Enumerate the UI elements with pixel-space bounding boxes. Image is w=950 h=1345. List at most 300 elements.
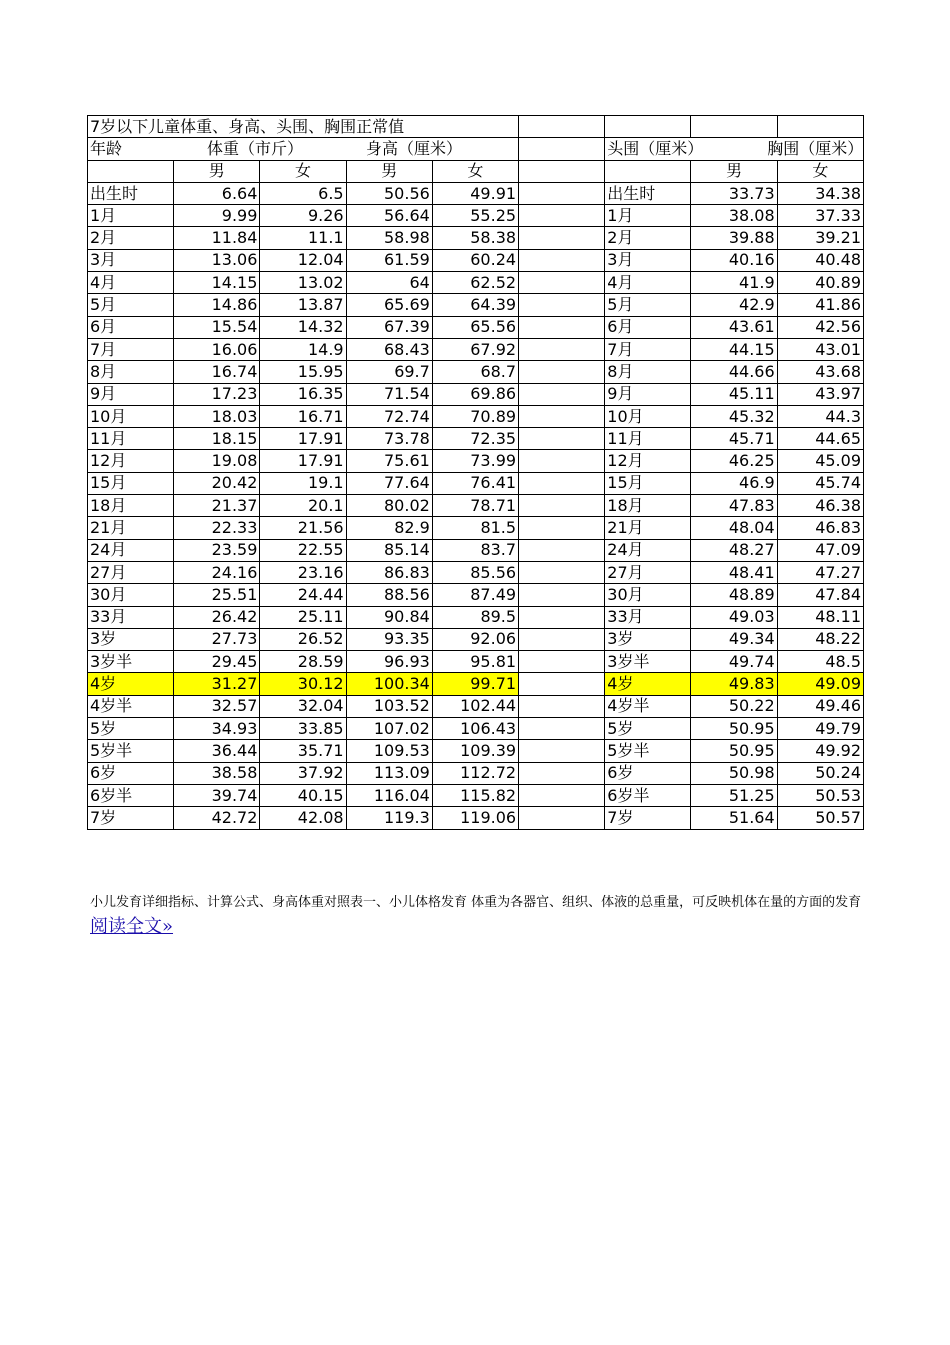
weight-male-cell: 9.99 bbox=[174, 205, 260, 227]
age-cell: 6月 bbox=[88, 316, 174, 338]
head-age-cell: 15月 bbox=[605, 472, 691, 494]
table-row bbox=[88, 450, 864, 472]
weight-male-cell: 27.73 bbox=[174, 628, 260, 650]
age-cell: 6岁 bbox=[88, 762, 174, 784]
height-female-cell: 60.24 bbox=[432, 249, 518, 271]
age-cell: 3岁 bbox=[88, 628, 174, 650]
weight-male-cell: 16.74 bbox=[174, 361, 260, 383]
height-male-cell: 69.7 bbox=[346, 361, 432, 383]
chest-header: 胸围（厘米） bbox=[767, 139, 864, 159]
chest-circumference-cell: 49.79 bbox=[777, 718, 863, 740]
chest-circumference-cell: 49.92 bbox=[777, 740, 863, 762]
chest-circumference-cell: 50.57 bbox=[777, 807, 863, 829]
chest-circumference-cell: 45.09 bbox=[777, 450, 863, 472]
chest-circumference-cell: 45.74 bbox=[777, 472, 863, 494]
weight-female-cell: 42.08 bbox=[260, 807, 346, 829]
height-female-cell: 106.43 bbox=[432, 718, 518, 740]
head-age-cell: 5岁半 bbox=[605, 740, 691, 762]
head-circumference-cell: 45.71 bbox=[691, 428, 777, 450]
height-male-cell: 103.52 bbox=[346, 695, 432, 717]
height-female-cell: 99.71 bbox=[432, 673, 518, 695]
height-female-cell: 81.5 bbox=[432, 517, 518, 539]
blank-cell bbox=[519, 294, 605, 316]
head-male-header: 男 bbox=[691, 160, 777, 182]
table-row bbox=[88, 740, 864, 762]
head-circumference-cell: 45.32 bbox=[691, 405, 777, 427]
height-male-cell: 100.34 bbox=[346, 673, 432, 695]
age-cell: 8月 bbox=[88, 361, 174, 383]
table-row bbox=[88, 294, 864, 316]
blank-cell bbox=[519, 383, 605, 405]
chest-circumference-cell: 48.5 bbox=[777, 651, 863, 673]
age-cell: 15月 bbox=[88, 472, 174, 494]
blank-cell bbox=[519, 472, 605, 494]
height-female-header: 女 bbox=[432, 160, 518, 182]
blank-cell bbox=[88, 160, 174, 182]
head-age-cell: 18月 bbox=[605, 495, 691, 517]
head-circumference-cell: 43.61 bbox=[691, 316, 777, 338]
chest-circumference-cell: 41.86 bbox=[777, 294, 863, 316]
weight-male-cell: 32.57 bbox=[174, 695, 260, 717]
weight-female-cell: 15.95 bbox=[260, 361, 346, 383]
table-row bbox=[88, 383, 864, 405]
height-male-cell: 77.64 bbox=[346, 472, 432, 494]
chest-circumference-cell: 46.83 bbox=[777, 517, 863, 539]
group-header-left bbox=[88, 138, 519, 160]
table-row bbox=[88, 606, 864, 628]
height-female-cell: 87.49 bbox=[432, 584, 518, 606]
table-row bbox=[88, 762, 864, 784]
head-circumference-cell: 45.11 bbox=[691, 383, 777, 405]
blank-cell bbox=[519, 316, 605, 338]
head-age-cell: 12月 bbox=[605, 450, 691, 472]
height-male-cell: 86.83 bbox=[346, 561, 432, 583]
weight-male-cell: 29.45 bbox=[174, 651, 260, 673]
height-male-cell: 96.93 bbox=[346, 651, 432, 673]
blank-cell bbox=[519, 606, 605, 628]
chest-circumference-cell: 43.68 bbox=[777, 361, 863, 383]
head-age-cell: 4岁半 bbox=[605, 695, 691, 717]
blank-cell bbox=[519, 695, 605, 717]
age-cell: 4月 bbox=[88, 272, 174, 294]
blank-cell bbox=[519, 249, 605, 271]
head-age-cell: 3岁半 bbox=[605, 651, 691, 673]
weight-female-header: 女 bbox=[260, 160, 346, 182]
weight-male-cell: 19.08 bbox=[174, 450, 260, 472]
head-circumference-cell: 51.25 bbox=[691, 784, 777, 806]
chest-circumference-cell: 47.84 bbox=[777, 584, 863, 606]
head-circumference-cell: 49.74 bbox=[691, 651, 777, 673]
weight-female-cell: 17.91 bbox=[260, 450, 346, 472]
height-male-cell: 58.98 bbox=[346, 227, 432, 249]
head-age-cell: 24月 bbox=[605, 539, 691, 561]
weight-male-cell: 24.16 bbox=[174, 561, 260, 583]
weight-male-cell: 17.23 bbox=[174, 383, 260, 405]
chest-circumference-cell: 47.27 bbox=[777, 561, 863, 583]
chest-circumference-cell: 49.09 bbox=[777, 673, 863, 695]
table-row bbox=[88, 517, 864, 539]
head-age-cell: 27月 bbox=[605, 561, 691, 583]
table-row bbox=[88, 316, 864, 338]
height-male-cell: 56.64 bbox=[346, 205, 432, 227]
table-row bbox=[88, 561, 864, 583]
head-circumference-cell: 47.83 bbox=[691, 495, 777, 517]
height-female-cell: 58.38 bbox=[432, 227, 518, 249]
weight-female-cell: 12.04 bbox=[260, 249, 346, 271]
weight-male-cell: 42.72 bbox=[174, 807, 260, 829]
chest-circumference-cell: 49.46 bbox=[777, 695, 863, 717]
head-age-cell: 11月 bbox=[605, 428, 691, 450]
read-more-link[interactable]: 阅读全文» bbox=[90, 916, 174, 937]
chest-female-header: 女 bbox=[777, 160, 863, 182]
blank-cell bbox=[605, 116, 691, 138]
height-male-cell: 90.84 bbox=[346, 606, 432, 628]
height-female-cell: 72.35 bbox=[432, 428, 518, 450]
weight-female-cell: 14.32 bbox=[260, 316, 346, 338]
table-row bbox=[88, 695, 864, 717]
height-male-cell: 67.39 bbox=[346, 316, 432, 338]
table-row bbox=[88, 628, 864, 650]
blank-cell bbox=[519, 495, 605, 517]
age-cell: 3月 bbox=[88, 249, 174, 271]
weight-male-cell: 18.03 bbox=[174, 405, 260, 427]
head-circumference-cell: 50.95 bbox=[691, 740, 777, 762]
height-female-cell: 109.39 bbox=[432, 740, 518, 762]
height-female-cell: 68.7 bbox=[432, 361, 518, 383]
blank-cell bbox=[777, 116, 863, 138]
head-age-cell: 6岁 bbox=[605, 762, 691, 784]
weight-male-cell: 38.58 bbox=[174, 762, 260, 784]
head-age-cell: 6岁半 bbox=[605, 784, 691, 806]
table-row bbox=[88, 205, 864, 227]
weight-male-cell: 6.64 bbox=[174, 182, 260, 204]
age-cell: 18月 bbox=[88, 495, 174, 517]
weight-female-cell: 17.91 bbox=[260, 428, 346, 450]
blank-cell bbox=[519, 182, 605, 204]
weight-male-header: 男 bbox=[174, 160, 260, 182]
chest-circumference-cell: 34.38 bbox=[777, 182, 863, 204]
head-circumference-cell: 50.95 bbox=[691, 718, 777, 740]
head-age-cell: 4月 bbox=[605, 272, 691, 294]
weight-female-cell: 9.26 bbox=[260, 205, 346, 227]
blank-cell bbox=[691, 116, 777, 138]
height-male-cell: 50.56 bbox=[346, 182, 432, 204]
head-age-cell: 9月 bbox=[605, 383, 691, 405]
age-cell: 7岁 bbox=[88, 807, 174, 829]
chest-circumference-cell: 40.89 bbox=[777, 272, 863, 294]
head-age-cell: 10月 bbox=[605, 405, 691, 427]
chest-circumference-cell: 40.48 bbox=[777, 249, 863, 271]
weight-male-cell: 16.06 bbox=[174, 338, 260, 360]
weight-female-cell: 16.71 bbox=[260, 405, 346, 427]
blank-cell bbox=[519, 450, 605, 472]
head-age-cell: 5月 bbox=[605, 294, 691, 316]
age-cell: 9月 bbox=[88, 383, 174, 405]
chest-circumference-cell: 48.22 bbox=[777, 628, 863, 650]
height-male-cell: 107.02 bbox=[346, 718, 432, 740]
weight-female-cell: 26.52 bbox=[260, 628, 346, 650]
weight-male-cell: 21.37 bbox=[174, 495, 260, 517]
age-cell: 5月 bbox=[88, 294, 174, 316]
weight-female-cell: 28.59 bbox=[260, 651, 346, 673]
age-cell: 1月 bbox=[88, 205, 174, 227]
height-male-header: 男 bbox=[346, 160, 432, 182]
height-female-cell: 73.99 bbox=[432, 450, 518, 472]
chest-circumference-cell: 46.38 bbox=[777, 495, 863, 517]
blank-cell bbox=[519, 740, 605, 762]
height-female-cell: 69.86 bbox=[432, 383, 518, 405]
chest-circumference-cell: 50.53 bbox=[777, 784, 863, 806]
blank-cell bbox=[519, 784, 605, 806]
age-cell: 4岁半 bbox=[88, 695, 174, 717]
age-cell: 出生时 bbox=[88, 182, 174, 204]
table-row bbox=[88, 539, 864, 561]
chest-circumference-cell: 43.01 bbox=[777, 338, 863, 360]
weight-male-cell: 22.33 bbox=[174, 517, 260, 539]
age-cell: 33月 bbox=[88, 606, 174, 628]
weight-male-cell: 36.44 bbox=[174, 740, 260, 762]
weight-male-cell: 20.42 bbox=[174, 472, 260, 494]
weight-female-cell: 32.04 bbox=[260, 695, 346, 717]
table-row bbox=[88, 807, 864, 829]
height-female-cell: 119.06 bbox=[432, 807, 518, 829]
weight-female-cell: 6.5 bbox=[260, 182, 346, 204]
table-row bbox=[88, 272, 864, 294]
weight-male-cell: 34.93 bbox=[174, 718, 260, 740]
table-row bbox=[88, 584, 864, 606]
group-header-right bbox=[605, 138, 864, 160]
height-female-cell: 76.41 bbox=[432, 472, 518, 494]
height-female-cell: 70.89 bbox=[432, 405, 518, 427]
age-cell: 27月 bbox=[88, 561, 174, 583]
blank-cell bbox=[519, 651, 605, 673]
growth-table bbox=[87, 115, 864, 830]
age-cell: 10月 bbox=[88, 405, 174, 427]
head-circumference-cell: 46.25 bbox=[691, 450, 777, 472]
head-circumference-cell: 39.88 bbox=[691, 227, 777, 249]
head-circumference-cell: 44.15 bbox=[691, 338, 777, 360]
head-age-cell: 3岁 bbox=[605, 628, 691, 650]
height-male-cell: 80.02 bbox=[346, 495, 432, 517]
head-circumference-cell: 49.83 bbox=[691, 673, 777, 695]
height-female-cell: 64.39 bbox=[432, 294, 518, 316]
head-circumference-cell: 48.89 bbox=[691, 584, 777, 606]
age-cell: 4岁 bbox=[88, 673, 174, 695]
blank-cell bbox=[519, 205, 605, 227]
age-cell: 30月 bbox=[88, 584, 174, 606]
head-circumference-cell: 42.9 bbox=[691, 294, 777, 316]
blank-cell bbox=[519, 138, 605, 160]
head-age-cell: 3月 bbox=[605, 249, 691, 271]
head-age-cell: 33月 bbox=[605, 606, 691, 628]
blank-cell bbox=[519, 272, 605, 294]
age-cell: 5岁半 bbox=[88, 740, 174, 762]
head-circumference-cell: 46.9 bbox=[691, 472, 777, 494]
weight-female-cell: 14.9 bbox=[260, 338, 346, 360]
table-row bbox=[88, 495, 864, 517]
weight-female-cell: 33.85 bbox=[260, 718, 346, 740]
title-row bbox=[88, 116, 864, 138]
weight-female-cell: 19.1 bbox=[260, 472, 346, 494]
height-male-cell: 82.9 bbox=[346, 517, 432, 539]
head-circumference-cell: 48.27 bbox=[691, 539, 777, 561]
weight-female-cell: 40.15 bbox=[260, 784, 346, 806]
chest-circumference-cell: 39.21 bbox=[777, 227, 863, 249]
age-cell: 11月 bbox=[88, 428, 174, 450]
chest-circumference-cell: 42.56 bbox=[777, 316, 863, 338]
blank-cell bbox=[605, 160, 691, 182]
weight-male-cell: 15.54 bbox=[174, 316, 260, 338]
head-age-cell: 5岁 bbox=[605, 718, 691, 740]
table-row bbox=[88, 361, 864, 383]
blank-cell bbox=[519, 807, 605, 829]
head-circumference-cell: 50.98 bbox=[691, 762, 777, 784]
weight-male-cell: 18.15 bbox=[174, 428, 260, 450]
weight-male-cell: 25.51 bbox=[174, 584, 260, 606]
gender-header-row bbox=[88, 160, 864, 182]
chest-circumference-cell: 44.3 bbox=[777, 405, 863, 427]
age-cell: 7月 bbox=[88, 338, 174, 360]
blank-cell bbox=[519, 762, 605, 784]
height-male-cell: 64 bbox=[346, 272, 432, 294]
blank-cell bbox=[519, 561, 605, 583]
age-cell: 6岁半 bbox=[88, 784, 174, 806]
table-row bbox=[88, 338, 864, 360]
weight-male-cell: 23.59 bbox=[174, 539, 260, 561]
weight-female-cell: 30.12 bbox=[260, 673, 346, 695]
blank-cell bbox=[519, 517, 605, 539]
weight-header: 体重（市斤） bbox=[207, 139, 304, 159]
head-circumference-cell: 48.04 bbox=[691, 517, 777, 539]
chest-circumference-cell: 37.33 bbox=[777, 205, 863, 227]
chest-circumference-cell: 44.65 bbox=[777, 428, 863, 450]
blank-cell bbox=[519, 428, 605, 450]
height-male-cell: 71.54 bbox=[346, 383, 432, 405]
head-circumference-cell: 33.73 bbox=[691, 182, 777, 204]
blank-cell bbox=[519, 338, 605, 360]
height-female-cell: 62.52 bbox=[432, 272, 518, 294]
weight-male-cell: 31.27 bbox=[174, 673, 260, 695]
blank-cell bbox=[519, 673, 605, 695]
blank-cell bbox=[519, 361, 605, 383]
weight-female-cell: 11.1 bbox=[260, 227, 346, 249]
chest-circumference-cell: 50.24 bbox=[777, 762, 863, 784]
head-circumference-cell: 48.41 bbox=[691, 561, 777, 583]
height-female-cell: 112.72 bbox=[432, 762, 518, 784]
height-female-cell: 85.56 bbox=[432, 561, 518, 583]
blank-cell bbox=[519, 539, 605, 561]
weight-female-cell: 25.11 bbox=[260, 606, 346, 628]
summary-text: 小儿发育详细指标、计算公式、身高体重对照表一、小儿体格发育 体重为各器官、组织、体液的总重量，可反映机体在量的方面的发育 bbox=[90, 895, 862, 910]
blank-cell bbox=[519, 227, 605, 249]
table-row bbox=[88, 428, 864, 450]
group-header-row bbox=[88, 138, 864, 160]
height-male-cell: 88.56 bbox=[346, 584, 432, 606]
table-title: 7岁以下儿童体重、身高、头围、胸围正常值 bbox=[88, 116, 519, 138]
head-age-cell: 8月 bbox=[605, 361, 691, 383]
weight-female-cell: 16.35 bbox=[260, 383, 346, 405]
height-female-cell: 83.7 bbox=[432, 539, 518, 561]
weight-male-cell: 13.06 bbox=[174, 249, 260, 271]
age-cell: 24月 bbox=[88, 539, 174, 561]
height-male-cell: 72.74 bbox=[346, 405, 432, 427]
head-circumference-cell: 40.16 bbox=[691, 249, 777, 271]
height-male-cell: 85.14 bbox=[346, 539, 432, 561]
head-age-cell: 30月 bbox=[605, 584, 691, 606]
blank-cell bbox=[519, 405, 605, 427]
weight-male-cell: 14.15 bbox=[174, 272, 260, 294]
table-row bbox=[88, 227, 864, 249]
height-female-cell: 115.82 bbox=[432, 784, 518, 806]
weight-female-cell: 13.87 bbox=[260, 294, 346, 316]
height-male-cell: 65.69 bbox=[346, 294, 432, 316]
head-circumference-cell: 41.9 bbox=[691, 272, 777, 294]
age-cell: 3岁半 bbox=[88, 651, 174, 673]
head-circumference-cell: 44.66 bbox=[691, 361, 777, 383]
blank-cell bbox=[519, 116, 605, 138]
head-age-cell: 7月 bbox=[605, 338, 691, 360]
weight-male-cell: 26.42 bbox=[174, 606, 260, 628]
table-row bbox=[88, 673, 864, 695]
chest-circumference-cell: 47.09 bbox=[777, 539, 863, 561]
height-female-cell: 92.06 bbox=[432, 628, 518, 650]
weight-female-cell: 35.71 bbox=[260, 740, 346, 762]
height-female-cell: 89.5 bbox=[432, 606, 518, 628]
height-male-cell: 75.61 bbox=[346, 450, 432, 472]
table-row bbox=[88, 182, 864, 204]
height-header: 身高（厘米） bbox=[366, 139, 463, 159]
table-row bbox=[88, 784, 864, 806]
blank-cell bbox=[519, 584, 605, 606]
head-age-cell: 21月 bbox=[605, 517, 691, 539]
age-header: 年龄 bbox=[90, 139, 123, 159]
head-header: 头围（厘米） bbox=[607, 139, 704, 159]
table-row bbox=[88, 472, 864, 494]
chest-circumference-cell: 48.11 bbox=[777, 606, 863, 628]
weight-female-cell: 13.02 bbox=[260, 272, 346, 294]
blank-cell bbox=[519, 718, 605, 740]
head-age-cell: 6月 bbox=[605, 316, 691, 338]
head-circumference-cell: 50.22 bbox=[691, 695, 777, 717]
table-row bbox=[88, 718, 864, 740]
height-male-cell: 109.53 bbox=[346, 740, 432, 762]
age-cell: 12月 bbox=[88, 450, 174, 472]
weight-female-cell: 23.16 bbox=[260, 561, 346, 583]
head-circumference-cell: 38.08 bbox=[691, 205, 777, 227]
height-female-cell: 78.71 bbox=[432, 495, 518, 517]
weight-male-cell: 14.86 bbox=[174, 294, 260, 316]
weight-male-cell: 11.84 bbox=[174, 227, 260, 249]
table-row bbox=[88, 249, 864, 271]
height-male-cell: 73.78 bbox=[346, 428, 432, 450]
height-female-cell: 102.44 bbox=[432, 695, 518, 717]
height-female-cell: 65.56 bbox=[432, 316, 518, 338]
height-male-cell: 68.43 bbox=[346, 338, 432, 360]
blank-cell bbox=[519, 628, 605, 650]
head-age-cell: 7岁 bbox=[605, 807, 691, 829]
height-male-cell: 61.59 bbox=[346, 249, 432, 271]
weight-female-cell: 20.1 bbox=[260, 495, 346, 517]
head-age-cell: 2月 bbox=[605, 227, 691, 249]
weight-female-cell: 22.55 bbox=[260, 539, 346, 561]
head-circumference-cell: 51.64 bbox=[691, 807, 777, 829]
chest-circumference-cell: 43.97 bbox=[777, 383, 863, 405]
height-male-cell: 119.3 bbox=[346, 807, 432, 829]
height-female-cell: 95.81 bbox=[432, 651, 518, 673]
weight-female-cell: 37.92 bbox=[260, 762, 346, 784]
height-male-cell: 113.09 bbox=[346, 762, 432, 784]
age-cell: 21月 bbox=[88, 517, 174, 539]
